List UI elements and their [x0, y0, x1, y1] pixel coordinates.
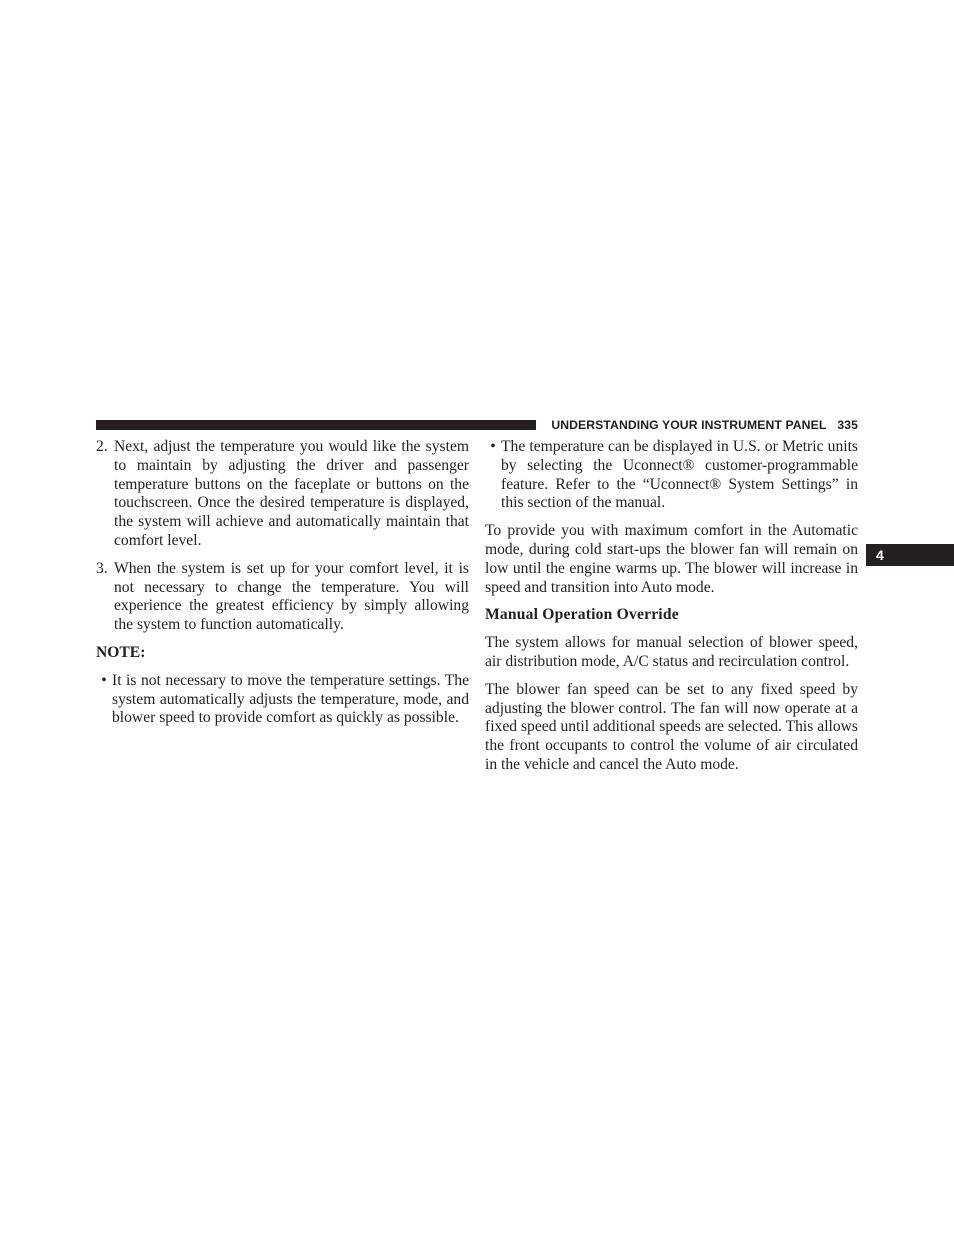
note-heading: NOTE: [96, 643, 146, 661]
chapter-tab: 4 [866, 544, 954, 566]
right-column [485, 438, 858, 775]
auto-mode-paragraph: To provide you with maximum comfort in the Automatic mode, during cold start-ups the blower fan will remain on low until the engine warms up. The blower will increase in speed and transition into Auto mode. [485, 522, 858, 596]
numbered-step-2 [96, 438, 469, 551]
step-text: Next, adjust the temperature you would like the system to maintain by adjusting the driver and passenger temperature buttons on the faceplate or buttons on the touchscreen. Once the desired temperature is displayed, the system will achieve and automatically maintain that comfort level. [114, 438, 469, 549]
bullet-marker: • [490, 438, 496, 455]
bullet-text: It is not necessary to move the temperature settings. The system automatically adjusts the temperature, mode, and blower speed to provide comfort as quickly as possible. [112, 671, 469, 727]
note-bullet [96, 672, 469, 728]
manual-selection-paragraph: The system allows for manual selection of blower speed, air distribution mode, A/C status and recirculation control. [485, 634, 858, 670]
fan-speed-paragraph: The blower fan speed can be set to any fixed speed by adjusting the blower control. The fan will now operate at a fixed speed until additional speeds are selected. This allows the front occupants to control the volume of air circulated in the vehicle and cancel the Auto mode. [485, 680, 858, 773]
numbered-step-3 [96, 560, 469, 635]
bullet-marker: • [101, 671, 107, 689]
section-title: UNDERSTANDING YOUR INSTRUMENT PANEL [551, 418, 827, 432]
units-bullet [485, 438, 858, 513]
running-header [546, 417, 858, 433]
step-number: 3. [96, 559, 108, 577]
step-text: When the system is set up for your comfort level, it is not necessary to change the temperature. You will experience the greatest efficiency by simply allowing the system to function automatically. [114, 559, 469, 634]
step-number: 2. [96, 438, 108, 455]
left-column [96, 438, 469, 728]
header-rule [96, 420, 536, 430]
bullet-text: The temperature can be displayed in U.S. or Metric units by selecting the Uconnect® customer-programmable feature. Refer to the “Uconnect® System Settings” in this section of the manual. [501, 438, 858, 512]
section-subheading: Manual Operation Override [485, 606, 679, 624]
page-number: 335 [837, 418, 858, 432]
